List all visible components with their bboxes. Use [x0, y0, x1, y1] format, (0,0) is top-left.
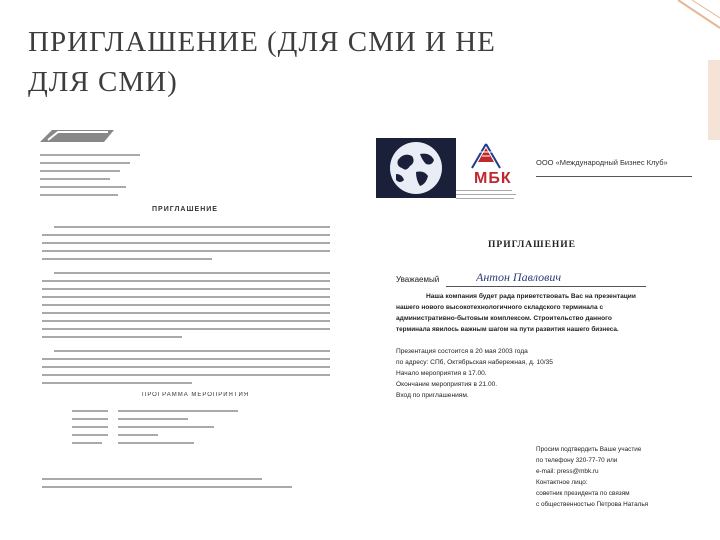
body-text-line [42, 312, 330, 314]
handwritten-name: Антон Павлович [476, 270, 562, 284]
body-line-3: административно-бытовым комплексом. Строительство данного [396, 315, 612, 322]
rsvp-line-3: e-mail: press@mbk.ru [536, 468, 599, 475]
address-line [40, 186, 126, 188]
rsvp-line-5: советник президента по связям [536, 490, 630, 497]
schedule-item [118, 418, 188, 420]
body-text-line [42, 374, 330, 376]
detail-line-3: Начало мероприятия в 17.00. [396, 370, 487, 377]
schedule-item [118, 410, 238, 412]
body-text-line [42, 328, 330, 330]
company-name: ООО «Международный Бизнес Клуб» [536, 158, 668, 167]
company-logo [38, 128, 118, 144]
address-line [40, 178, 110, 180]
rsvp-line-4: Контактное лицо: [536, 479, 588, 486]
detail-line-1: Презентация состоится в 20 мая 2003 года [396, 348, 528, 355]
salutation-rule [446, 286, 646, 287]
detail-line-2: по адресу: СПб, Октябрьская набережная, д. 10/35 [396, 359, 553, 366]
rsvp-line-2: по телефону 320-77-70 или [536, 457, 618, 464]
invitation-document-left [32, 126, 350, 506]
body-line-4: терминала явилось важным шагом на пути развития нашего бизнеса. [396, 326, 619, 333]
address-line [40, 194, 118, 196]
body-text-line [42, 382, 192, 384]
mbk-logo-icon [462, 142, 510, 170]
footer-text-line [42, 486, 292, 488]
body-text-line [42, 366, 330, 368]
schedule-time [72, 434, 108, 436]
invitation-document-right [348, 132, 692, 538]
schedule-item [118, 434, 158, 436]
logo-caption-line [456, 194, 516, 195]
schedule-time [72, 426, 108, 428]
body-text-line [42, 336, 182, 338]
address-line [40, 154, 140, 156]
schedule-time [72, 410, 108, 412]
slide-title-line-2: ДЛЯ СМИ) [28, 66, 178, 98]
body-text-line [42, 296, 330, 298]
slide-title [28, 22, 668, 102]
body-text-line [42, 358, 330, 360]
schedule-item [118, 426, 214, 428]
body-text-line [54, 272, 330, 274]
body-text-line [54, 350, 330, 352]
body-text-line [42, 320, 330, 322]
slide-title-line-1: ПРИГЛАШЕНИЕ (ДЛЯ СМИ И НЕ [28, 26, 496, 58]
schedule-item [118, 442, 194, 444]
address-line [40, 162, 130, 164]
body-text-line [42, 242, 330, 244]
logo-caption-line [456, 190, 512, 191]
detail-line-5: Вход по приглашениям. [396, 392, 469, 399]
rsvp-line-6: с общественностью Петрова Наталья [536, 501, 649, 508]
body-text-line [42, 234, 330, 236]
footer-text-line [42, 478, 262, 480]
salutation: Уважаемый [396, 275, 440, 284]
body-text-line [42, 304, 330, 306]
logo-caption-line [456, 198, 514, 199]
body-line-1: Наша компания будет рада приветствовать Вас на презентации [426, 293, 636, 300]
schedule-time [72, 442, 102, 444]
address-line [40, 170, 120, 172]
schedule-time [72, 418, 108, 420]
body-text-line [54, 226, 330, 228]
program-heading: ПРОГРАММА МЕРОПРИЯТИЯ [142, 392, 250, 398]
body-text-line [42, 280, 330, 282]
globe-image [376, 138, 456, 198]
left-doc-heading: ПРИГЛАШЕНИЕ [152, 206, 218, 213]
body-text-line [42, 250, 330, 252]
header-rule [536, 176, 692, 177]
mbk-logo-text: МБК [474, 170, 512, 187]
right-doc-heading: ПРИГЛАШЕНИЕ [488, 240, 577, 250]
rsvp-line-1: Просим подтвердить Ваше участие [536, 446, 642, 453]
body-text-line [42, 288, 330, 290]
body-text-line [42, 258, 212, 260]
detail-line-4: Окончание мероприятия в 21.00. [396, 381, 498, 388]
body-line-2: нашего нового высокотехнологичного складского терминала с [396, 304, 604, 311]
